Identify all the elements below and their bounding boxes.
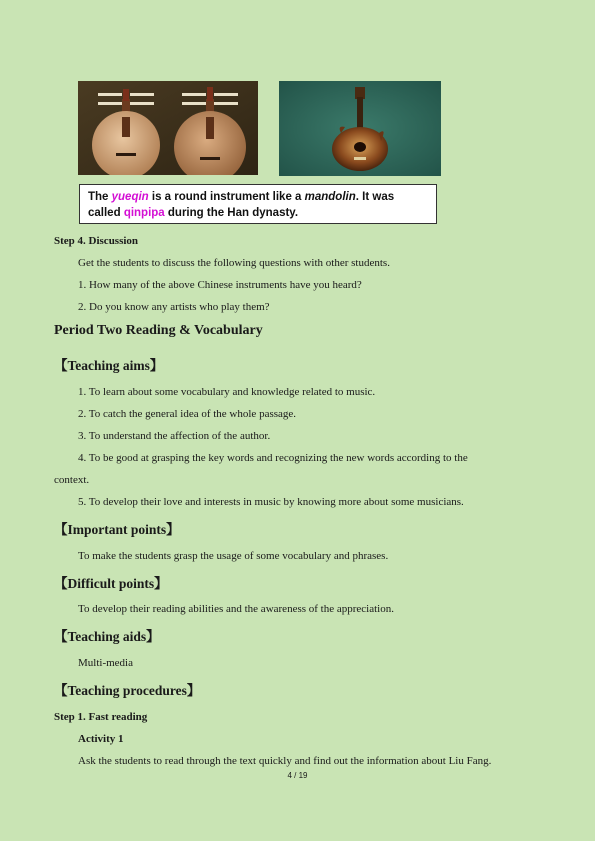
step4-title: Step 4. Discussion (54, 235, 139, 247)
teaching-aim-item: 3. To understand the affection of the author. (78, 430, 271, 442)
difficult-points-text: To develop their reading abilities and the awareness of the appreciation. (78, 603, 394, 615)
caption-term-yueqin: yueqin (111, 191, 149, 203)
teaching-aim-item: 2. To catch the general idea of the whole passage. (78, 408, 297, 420)
teaching-aim-item: 1. To learn about some vocabulary and knowledge related to music. (78, 386, 376, 398)
caption-term-mandolin: mandolin (304, 191, 356, 203)
caption-box (79, 184, 437, 224)
caption-text-3: . It was called (88, 191, 395, 219)
teaching-aim-item: 4. To be good at grasping the key words and recognizing the new words according to the (78, 452, 468, 464)
step1-text: Ask the students to read through the text quickly and find out the information about Liu Fang. (78, 755, 492, 767)
teaching-procedures-heading: 【Teaching procedures】 (54, 683, 201, 698)
caption-text-4: during the Han dynasty. (164, 207, 299, 219)
step1-title: Step 1. Fast reading (54, 711, 148, 723)
teaching-aims-heading: 【Teaching aims】 (54, 358, 164, 373)
teaching-aids-text: Multi-media (78, 657, 133, 669)
caption-text-1: The (88, 191, 112, 203)
page-number: 4 / 19 (287, 771, 308, 780)
activity-1-label: Activity 1 (78, 733, 124, 745)
difficult-points-heading: 【Difficult points】 (54, 576, 168, 591)
mandolin-photo (279, 81, 441, 176)
teaching-aim-item: context. (54, 474, 90, 486)
important-points-heading: 【Important points】 (54, 522, 180, 537)
step4-question-2: 2. Do you know any artists who play them? (78, 301, 270, 313)
teaching-aim-item: 5. To develop their love and interests in music by knowing more about some musicians. (78, 496, 464, 508)
important-points-text: To make the students grasp the usage of some vocabulary and phrases. (78, 550, 389, 562)
caption-term-qinpipa: qinpipa (123, 207, 165, 219)
step4-question-1: 1. How many of the above Chinese instruments have you heard? (78, 279, 362, 291)
period-two-heading: Period Two Reading & Vocabulary (54, 323, 263, 338)
teaching-aids-heading: 【Teaching aids】 (54, 629, 160, 644)
step4-intro: Get the students to discuss the following questions with other students. (78, 257, 390, 269)
yueqin-photo (78, 81, 258, 175)
caption-text-2: is a round instrument like a (148, 191, 305, 203)
